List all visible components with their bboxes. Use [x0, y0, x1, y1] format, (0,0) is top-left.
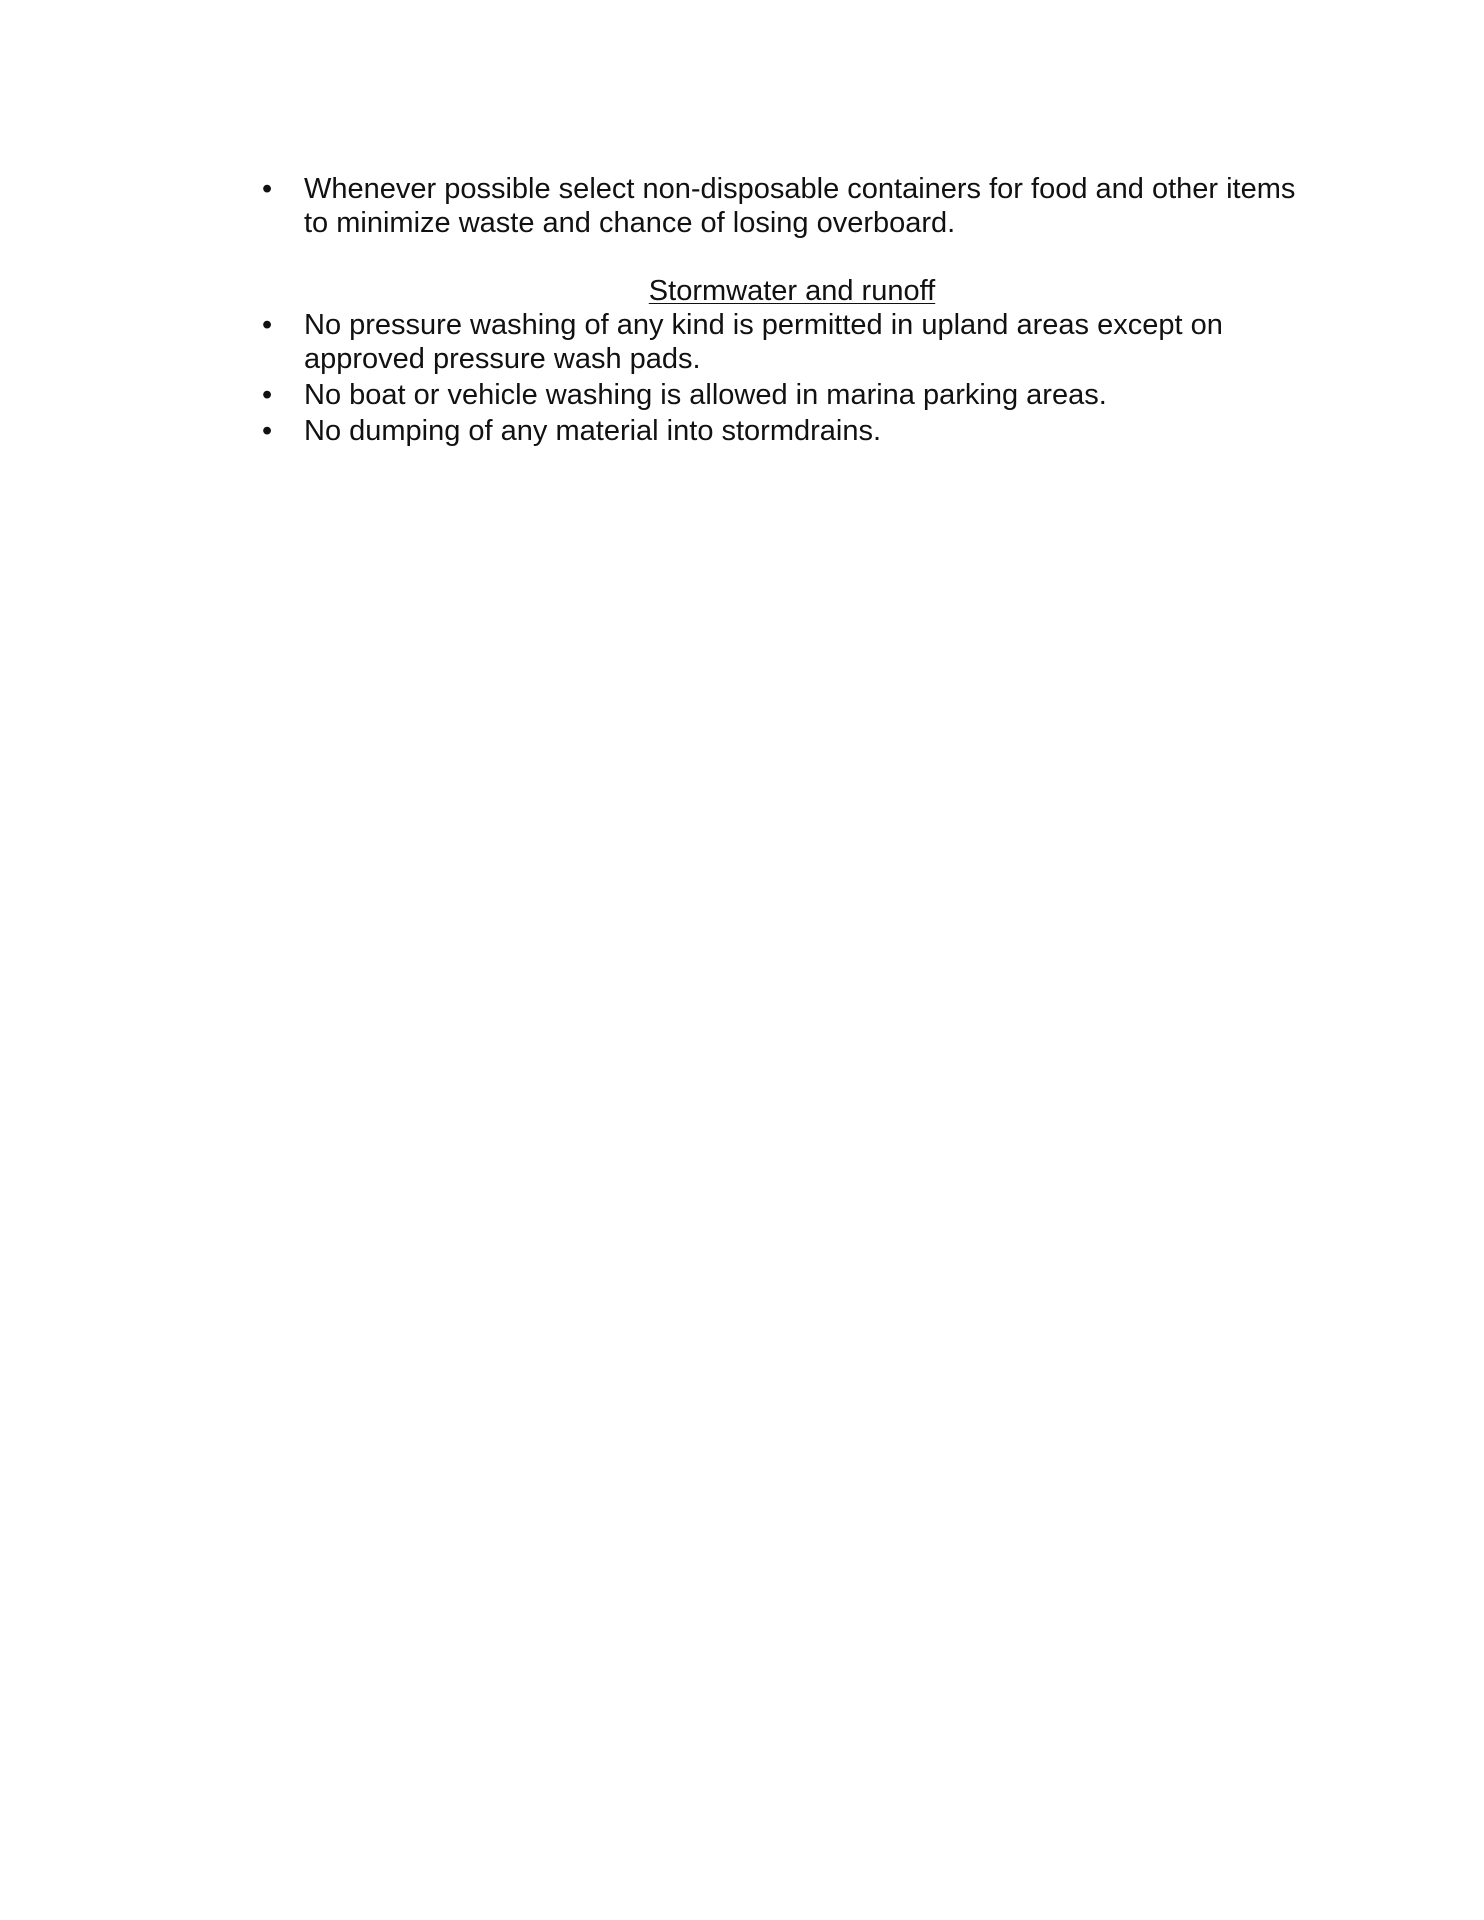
bullet-icon: •	[262, 173, 273, 205]
list-item	[262, 414, 1322, 448]
list-item	[262, 308, 1322, 376]
intro-bullet-list	[262, 172, 1322, 240]
list-item	[262, 378, 1322, 412]
list-item-text: No dumping of any material into stormdrains.	[304, 415, 882, 447]
list-item-text: No pressure washing of any kind is permitted in upland areas except on approved pressure wash pads.	[304, 309, 1223, 375]
section-heading-text: Stormwater and runoff	[648, 275, 936, 307]
list-item-text: No boat or vehicle washing is allowed in marina parking areas.	[304, 379, 1107, 411]
bullet-icon: •	[262, 379, 273, 411]
list-item-text: Whenever possible select non-disposable containers for food and other items to minimize waste and chance of losing overboard.	[304, 173, 1296, 239]
list-item	[262, 172, 1322, 240]
document-body	[262, 172, 1322, 450]
stormwater-bullet-list	[262, 308, 1322, 448]
bullet-icon: •	[262, 415, 273, 447]
bullet-icon: •	[262, 309, 273, 341]
section-heading	[262, 274, 1322, 308]
